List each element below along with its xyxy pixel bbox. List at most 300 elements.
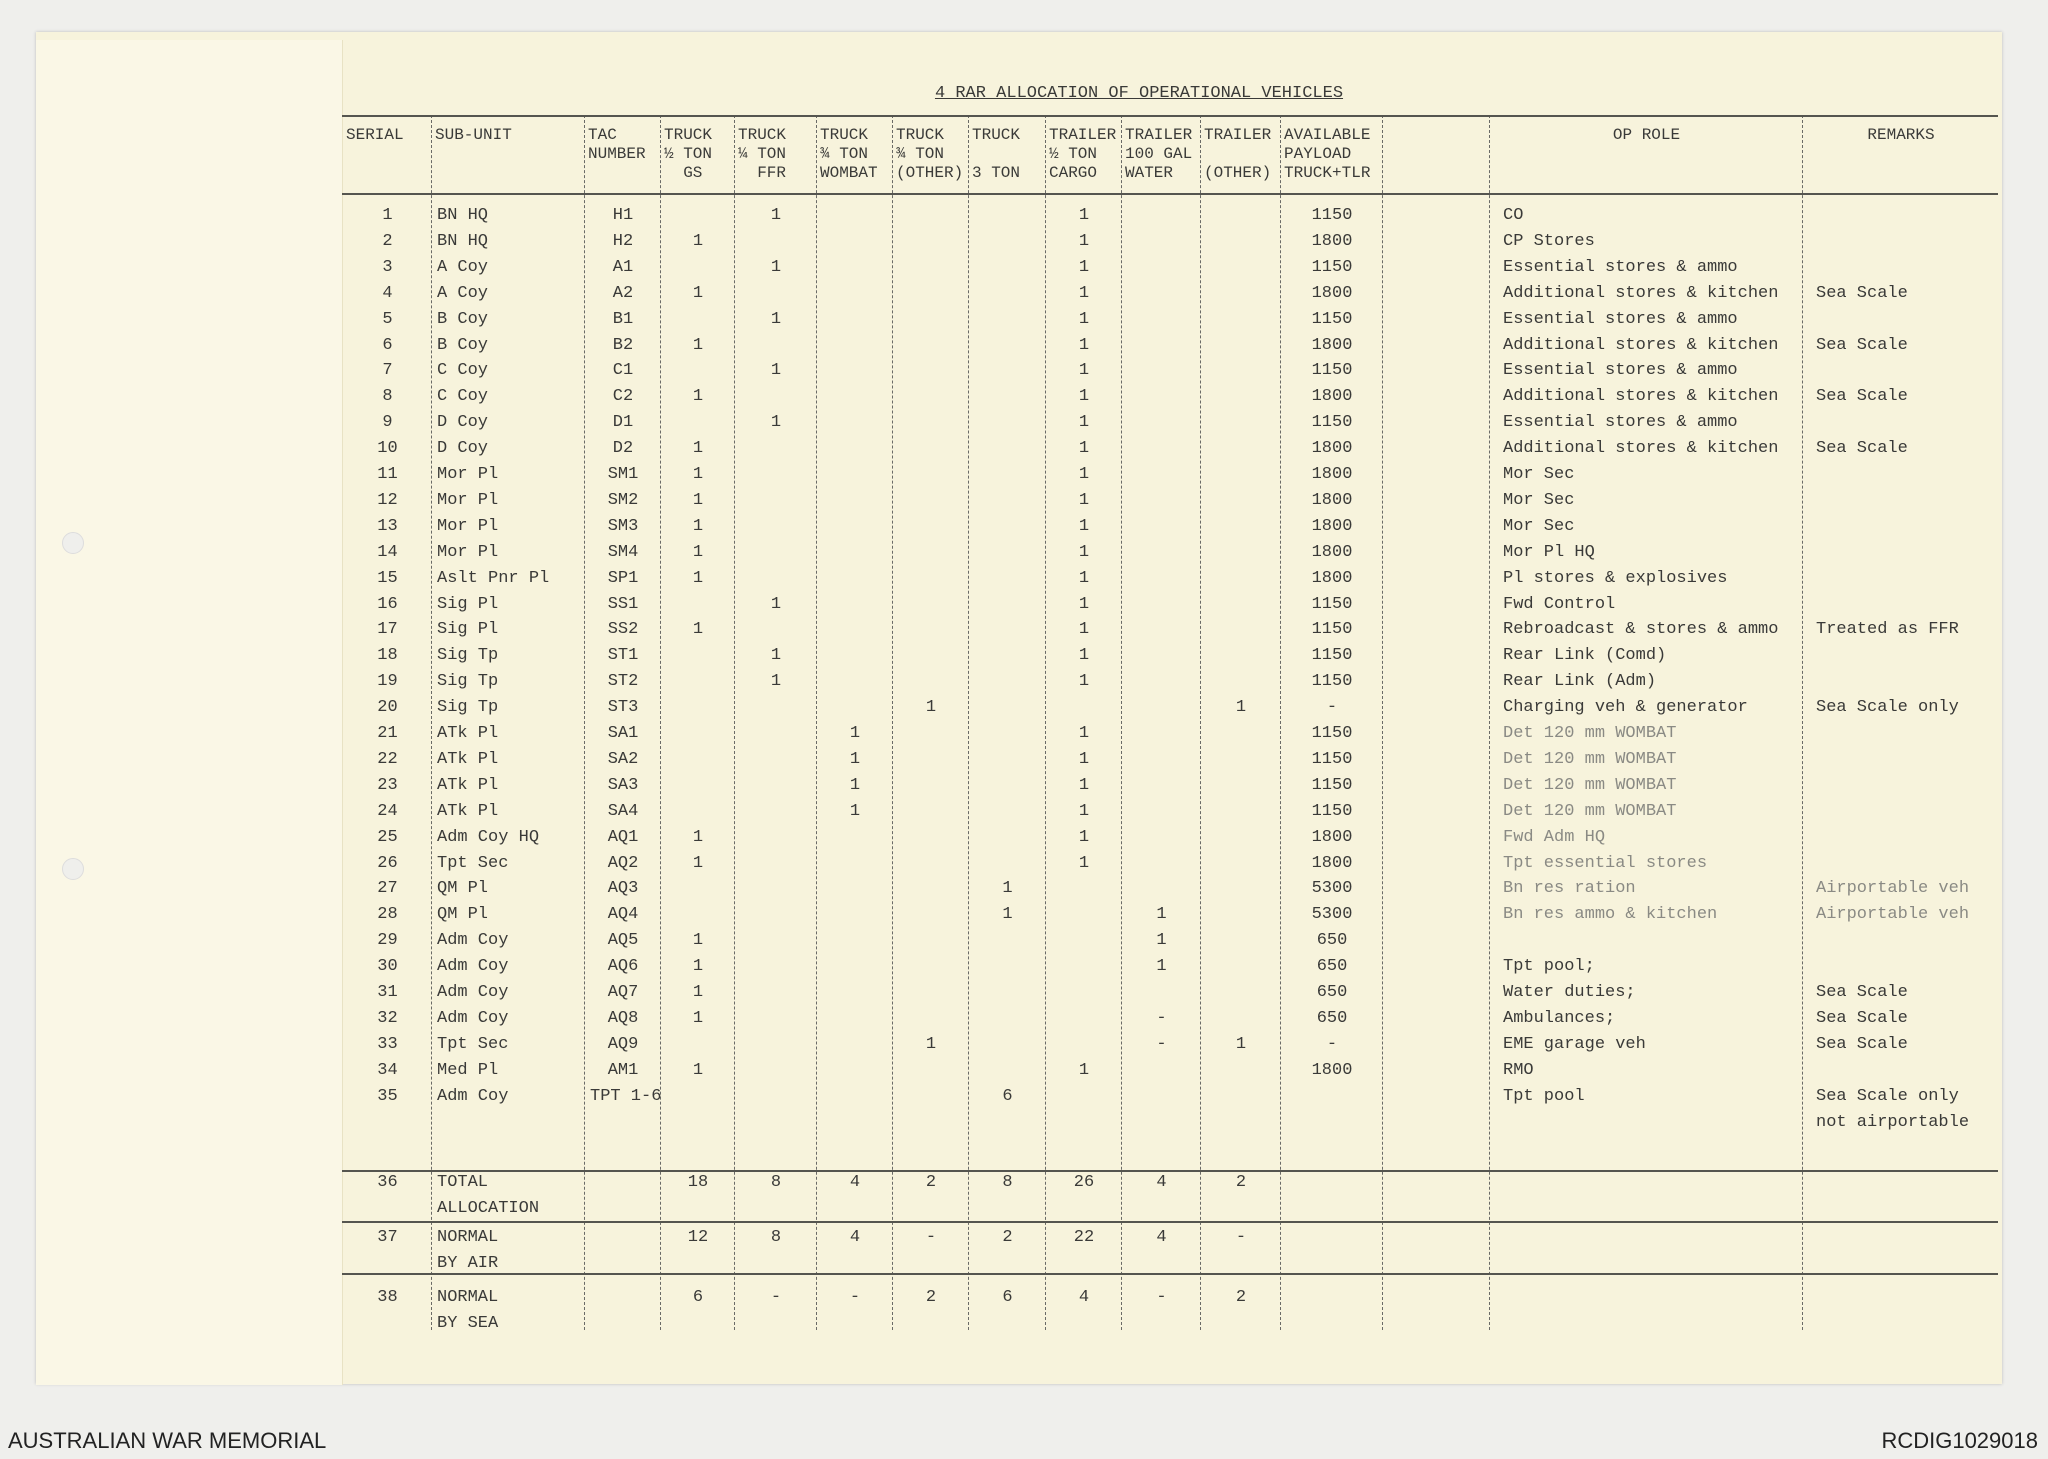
cell-payload: 1150 [1311, 257, 1353, 277]
cell-serial: 1 [382, 206, 393, 225]
cell-payload: 5300 [1311, 879, 1353, 899]
cell-truck-quarter-ffr: 1 [770, 646, 782, 666]
cell-serial: 21 [377, 724, 398, 743]
cell-serial: 38 [377, 1288, 398, 1307]
cell-op-role: EME garage veh [1503, 1034, 1646, 1054]
cell-trailer-water: 1 [1156, 931, 1167, 951]
header-truck-3ton: TRUCK 3 TON [972, 126, 1021, 182]
cell-truck-wombat: - [849, 1288, 861, 1307]
column-divider [816, 115, 817, 1330]
row-divider [342, 1273, 1998, 1275]
cell-serial: 20 [377, 698, 398, 718]
cell-truck-quarter-gs: 1 [692, 335, 704, 355]
column-divider [968, 115, 969, 1330]
cell-op-role: Essential stores & ammo [1503, 257, 1738, 277]
row-divider [342, 1221, 1998, 1223]
cell-truck-3ton: 6 [1002, 1288, 1013, 1307]
cell-tac-number: AQ2 [607, 853, 639, 873]
cell-tac-number: ST2 [607, 672, 639, 692]
cell-serial: 12 [377, 490, 398, 510]
cell-payload: - [1326, 698, 1338, 718]
cell-remarks: Airportable veh [1816, 879, 1970, 899]
cell-sub-unit: Mor Pl [437, 490, 499, 510]
cell-serial: 25 [377, 827, 398, 847]
cell-truck-wombat: 1 [849, 749, 861, 769]
header-trailer-cargo: TRAILER ½ TON CARGO [1049, 126, 1117, 182]
cell-serial: 14 [377, 542, 398, 562]
cell-serial: 10 [377, 439, 398, 459]
cell-op-role: Tpt pool [1503, 1086, 1585, 1106]
cell-serial: 35 [377, 1086, 398, 1106]
cell-serial: 8 [382, 387, 393, 407]
cell-payload: 1150 [1311, 206, 1353, 225]
cell-serial: 24 [377, 801, 398, 821]
cell-payload: 1800 [1311, 387, 1353, 407]
cell-truck-wombat: 1 [849, 801, 861, 821]
cell-truck-other: 2 [925, 1288, 937, 1307]
cell-tac-number: AQ7 [607, 983, 639, 1002]
cell-serial: 23 [377, 775, 398, 795]
cell-op-role: Ambulances; [1503, 1008, 1616, 1028]
cell-tac-number: TPT 1-6 [590, 1086, 662, 1106]
cell-tac-number: AQ5 [607, 931, 639, 951]
cell-payload: 1150 [1311, 801, 1353, 821]
cell-sub-unit: ATk Pl [437, 724, 499, 743]
cell-payload: 650 [1316, 931, 1348, 951]
cell-serial: 2 [382, 231, 393, 251]
cell-serial: 4 [382, 283, 393, 303]
cell-truck-wombat: 4 [849, 1173, 861, 1192]
document-title: 4 RAR ALLOCATION OF OPERATIONAL VEHICLES [934, 84, 1344, 103]
cell-truck-3ton: 1 [1002, 879, 1013, 899]
cell-payload: 1800 [1311, 853, 1353, 873]
cell-serial: 18 [377, 646, 398, 666]
header-truck-wombat: TRUCK ¾ TON WOMBAT [820, 126, 878, 182]
cell-serial: 16 [377, 594, 398, 614]
cell-tac-number: SM2 [607, 490, 639, 510]
cell-op-role: Det 120 mm WOMBAT [1503, 749, 1677, 769]
cell-trailer-cargo: 1 [1078, 361, 1090, 381]
cell-op-role: Det 120 mm WOMBAT [1503, 724, 1677, 743]
cell-tac-number: SA4 [607, 801, 639, 821]
cell-trailer-water: 4 [1156, 1173, 1167, 1192]
cell-sub-unit: Sig Pl [437, 594, 499, 614]
cell-trailer-cargo: 1 [1078, 672, 1090, 692]
header-op-role: OP ROLE [1612, 126, 1681, 144]
cell-op-role: Additional stores & kitchen [1503, 387, 1779, 407]
column-divider [431, 115, 432, 1330]
cell-trailer-other: 2 [1235, 1288, 1247, 1307]
cell-tac-number: A1 [612, 257, 634, 277]
cell-payload: 1800 [1311, 568, 1353, 588]
cell-payload: 1150 [1311, 646, 1353, 666]
cell-truck-wombat: 1 [849, 724, 861, 743]
cell-trailer-water: 1 [1156, 905, 1167, 925]
cell-tac-number: AQ9 [607, 1034, 639, 1054]
column-divider [734, 115, 735, 1330]
cell-serial: 17 [377, 620, 398, 640]
cell-trailer-cargo: 1 [1078, 749, 1090, 769]
cell-tac-number: SM1 [607, 465, 639, 484]
cell-serial: 3 [382, 257, 393, 277]
cell-payload: 1800 [1311, 465, 1353, 484]
cell-truck-quarter-gs: 1 [692, 231, 704, 251]
cell-sub-unit: Sig Tp [437, 698, 499, 718]
cell-tac-number: SM3 [607, 516, 639, 536]
cell-serial: 30 [377, 957, 398, 977]
cell-payload: 1150 [1311, 775, 1353, 795]
footer-image-id: RCDIG1029018 [1881, 1428, 2038, 1453]
cell-remarks: Sea Scale [1816, 1008, 1908, 1028]
cell-sub-unit: Mor Pl [437, 465, 499, 484]
cell-remarks: Sea Scale only not airportable [1816, 1086, 1970, 1132]
cell-op-role: Fwd Control [1503, 594, 1616, 614]
cell-op-role: Tpt essential stores [1503, 853, 1708, 873]
cell-truck-quarter-ffr: 8 [770, 1173, 782, 1192]
cell-op-role: CO [1503, 206, 1524, 225]
column-divider [584, 115, 585, 1330]
header-tac-number: TAC NUMBER [588, 126, 646, 163]
cell-op-role: Bn res ration [1503, 879, 1636, 899]
cell-op-role: Mor Pl HQ [1503, 542, 1595, 562]
cell-op-role: Essential stores & ammo [1503, 361, 1738, 381]
cell-payload: 1150 [1311, 309, 1353, 329]
cell-tac-number: ST1 [607, 646, 639, 666]
cell-payload: 1800 [1311, 827, 1353, 847]
cell-sub-unit: Adm Coy HQ [437, 827, 540, 847]
cell-remarks: Sea Scale [1816, 387, 1908, 407]
cell-op-role: Rear Link (Adm) [1503, 672, 1657, 692]
cell-payload: 650 [1316, 957, 1348, 977]
cell-tac-number: D1 [612, 413, 634, 433]
cell-op-role: Water duties; [1503, 983, 1636, 1002]
cell-tac-number: A2 [612, 283, 634, 303]
cell-sub-unit: C Coy [437, 387, 489, 407]
cell-op-role: Det 120 mm WOMBAT [1503, 801, 1677, 821]
cell-payload: 1800 [1311, 231, 1353, 251]
cell-truck-quarter-gs: 1 [692, 827, 704, 847]
cell-tac-number: D2 [612, 439, 634, 459]
cell-truck-quarter-ffr: 1 [770, 672, 782, 692]
cell-serial: 26 [377, 853, 398, 873]
cell-truck-quarter-gs: 1 [692, 516, 704, 536]
cell-tac-number: AQ8 [607, 1008, 639, 1028]
cell-sub-unit: ATk Pl [437, 749, 499, 769]
cell-truck-quarter-ffr: 1 [770, 257, 782, 277]
cell-truck-quarter-gs: 1 [692, 283, 704, 303]
cell-payload: 1150 [1311, 413, 1353, 433]
cell-sub-unit: B Coy [437, 309, 489, 329]
cell-truck-other: 1 [925, 1034, 937, 1054]
cell-truck-3ton: 2 [1002, 1228, 1013, 1247]
cell-tac-number: AM1 [607, 1060, 639, 1080]
cell-serial: 15 [377, 568, 398, 588]
cell-sub-unit: Adm Coy [437, 957, 509, 977]
cell-truck-other: - [925, 1228, 937, 1247]
cell-trailer-other: - [1235, 1228, 1247, 1247]
cell-payload: 1800 [1311, 542, 1353, 562]
cell-payload: 1800 [1311, 1060, 1353, 1080]
cell-truck-quarter-gs: 1 [692, 465, 704, 484]
cell-trailer-cargo: 1 [1078, 646, 1090, 666]
cell-op-role: Pl stores & explosives [1503, 568, 1728, 588]
header-sub-unit: SUB-UNIT [435, 126, 512, 144]
cell-sub-unit: Aslt Pnr Pl [437, 568, 550, 588]
cell-serial: 19 [377, 672, 398, 692]
cell-trailer-cargo: 1 [1078, 620, 1090, 640]
cell-tac-number: SS1 [607, 594, 639, 614]
folded-page-edge [36, 40, 343, 1385]
cell-truck-wombat: 4 [849, 1228, 861, 1247]
cell-sub-unit: Adm Coy [437, 931, 509, 951]
cell-remarks: Airportable veh [1816, 905, 1970, 925]
cell-sub-unit: TOTAL ALLOCATION [437, 1173, 540, 1218]
cell-sub-unit: Mor Pl [437, 516, 499, 536]
cell-truck-quarter-gs: 1 [692, 490, 704, 510]
cell-trailer-other: 1 [1235, 698, 1247, 718]
cell-sub-unit: Tpt Sec [437, 853, 509, 873]
cell-sub-unit: ATk Pl [437, 801, 499, 821]
cell-sub-unit: Sig Tp [437, 672, 499, 692]
cell-trailer-water: - [1156, 1008, 1167, 1028]
cell-tac-number: AQ6 [607, 957, 639, 977]
cell-op-role: Mor Sec [1503, 490, 1575, 510]
cell-serial: 5 [382, 309, 393, 329]
cell-tac-number: H2 [612, 231, 634, 251]
cell-serial: 31 [377, 983, 398, 1002]
cell-payload: - [1326, 1034, 1338, 1054]
cell-truck-quarter-gs: 1 [692, 1060, 704, 1080]
cell-truck-other: 2 [925, 1173, 937, 1192]
cell-sub-unit: Adm Coy [437, 1086, 509, 1106]
column-divider [1489, 115, 1490, 1330]
cell-op-role: Bn res ammo & kitchen [1503, 905, 1718, 925]
cell-op-role: Additional stores & kitchen [1503, 283, 1779, 303]
cell-trailer-cargo: 1 [1078, 568, 1090, 588]
cell-sub-unit: Tpt Sec [437, 1034, 509, 1054]
cell-trailer-cargo: 1 [1078, 853, 1090, 873]
cell-trailer-water: 1 [1156, 957, 1167, 977]
cell-payload: 1800 [1311, 516, 1353, 536]
cell-payload: 1800 [1311, 490, 1353, 510]
cell-payload: 1150 [1311, 620, 1353, 640]
cell-tac-number: SS2 [607, 620, 639, 640]
cell-tac-number: C1 [612, 361, 634, 381]
cell-trailer-cargo: 1 [1078, 594, 1090, 614]
header-truck-other: TRUCK ¾ TON (OTHER) [896, 126, 964, 182]
cell-truck-other: 1 [925, 698, 937, 718]
cell-trailer-cargo: 1 [1078, 283, 1090, 303]
footer-institution: AUSTRALIAN WAR MEMORIAL [8, 1428, 327, 1453]
cell-serial: 9 [382, 413, 393, 433]
cell-trailer-cargo: 1 [1078, 724, 1090, 743]
cell-op-role: CP Stores [1503, 231, 1595, 251]
cell-tac-number: ST3 [607, 698, 639, 718]
cell-sub-unit: Sig Pl [437, 620, 499, 640]
cell-sub-unit: A Coy [437, 283, 489, 303]
cell-sub-unit: C Coy [437, 361, 489, 381]
cell-trailer-cargo: 1 [1078, 206, 1090, 225]
cell-trailer-cargo: 1 [1078, 335, 1090, 355]
cell-op-role: Tpt pool; [1503, 957, 1595, 977]
cell-truck-quarter-gs: 1 [692, 568, 704, 588]
cell-truck-quarter-ffr: 8 [770, 1228, 782, 1247]
cell-trailer-water: - [1156, 1034, 1167, 1054]
column-divider [1382, 115, 1383, 1330]
cell-serial: 29 [377, 931, 398, 951]
cell-sub-unit: QM Pl [437, 905, 489, 925]
cell-serial: 6 [382, 335, 393, 355]
cell-op-role: Charging veh & generator [1503, 698, 1748, 718]
cell-trailer-cargo: 1 [1078, 1060, 1090, 1080]
cell-truck-3ton: 6 [1002, 1086, 1013, 1106]
cell-tac-number: SA3 [607, 775, 639, 795]
header-truck-quarter-gs: TRUCK ½ TON GS [664, 126, 713, 182]
cell-sub-unit: BN HQ [437, 231, 489, 251]
cell-remarks: Treated as FFR [1816, 620, 1959, 640]
cell-tac-number: B1 [612, 309, 634, 329]
cell-serial: 33 [377, 1034, 398, 1054]
column-divider [660, 115, 661, 1330]
cell-truck-quarter-gs: 1 [692, 853, 704, 873]
header-remarks: REMARKS [1867, 126, 1935, 144]
cell-tac-number: B2 [612, 335, 634, 355]
cell-serial: 11 [377, 465, 398, 484]
header-truck-quarter-ffr: TRUCK ¼ TON FFR [738, 126, 787, 182]
cell-payload: 650 [1316, 1008, 1348, 1028]
cell-sub-unit: ATk Pl [437, 775, 499, 795]
cell-truck-3ton: 1 [1002, 905, 1013, 925]
cell-truck-quarter-gs: 1 [692, 1008, 704, 1028]
cell-serial: 22 [377, 749, 398, 769]
row-divider [342, 115, 1998, 117]
cell-serial: 32 [377, 1008, 398, 1028]
cell-truck-quarter-ffr: 1 [770, 361, 782, 381]
cell-op-role: Rear Link (Comd) [1503, 646, 1667, 666]
cell-tac-number: SP1 [607, 568, 639, 588]
cell-serial: 34 [377, 1060, 398, 1080]
cell-sub-unit: QM Pl [437, 879, 489, 899]
cell-sub-unit: Mor Pl [437, 542, 499, 562]
cell-truck-quarter-ffr: 1 [770, 309, 782, 329]
cell-payload: 1150 [1311, 724, 1353, 743]
cell-remarks: Sea Scale [1816, 983, 1908, 1002]
header-serial: SERIAL [346, 126, 404, 144]
column-divider [892, 115, 893, 1330]
cell-truck-quarter-ffr: 1 [770, 206, 782, 225]
cell-sub-unit: Adm Coy [437, 983, 509, 1002]
cell-trailer-cargo: 1 [1078, 257, 1090, 277]
cell-sub-unit: Sig Tp [437, 646, 499, 666]
cell-sub-unit: Med Pl [437, 1060, 499, 1080]
cell-op-role: Additional stores & kitchen [1503, 439, 1779, 459]
punch-hole [62, 532, 84, 554]
cell-trailer-cargo: 1 [1078, 516, 1090, 536]
cell-tac-number: SA1 [607, 724, 639, 743]
cell-trailer-cargo: 1 [1078, 309, 1090, 329]
cell-op-role: Additional stores & kitchen [1503, 335, 1779, 355]
cell-tac-number: SA2 [607, 749, 639, 769]
cell-truck-quarter-ffr: 1 [770, 413, 782, 433]
cell-payload: 1150 [1311, 594, 1353, 614]
cell-truck-quarter-ffr: 1 [770, 594, 782, 614]
cell-truck-quarter-gs: 12 [687, 1228, 709, 1247]
cell-trailer-cargo: 1 [1078, 465, 1090, 484]
cell-remarks: Sea Scale [1816, 1034, 1908, 1054]
cell-serial: 28 [377, 905, 398, 925]
cell-tac-number: H1 [612, 206, 634, 225]
cell-payload: 650 [1316, 983, 1348, 1002]
cell-truck-quarter-gs: 1 [692, 542, 704, 562]
cell-trailer-cargo: 1 [1078, 775, 1090, 795]
cell-trailer-other: 2 [1235, 1173, 1247, 1192]
cell-trailer-cargo: 1 [1078, 413, 1090, 433]
cell-serial: 27 [377, 879, 398, 899]
cell-truck-quarter-gs: 1 [692, 957, 704, 977]
cell-sub-unit: D Coy [437, 439, 489, 459]
header-payload: AVAILABLE PAYLOAD TRUCK+TLR [1284, 126, 1371, 182]
cell-truck-3ton: 8 [1002, 1173, 1013, 1192]
cell-payload: 1150 [1311, 361, 1353, 381]
cell-truck-quarter-gs: 18 [687, 1173, 709, 1192]
header-trailer-water: TRAILER 100 GAL WATER [1125, 126, 1193, 182]
cell-payload: 1150 [1311, 672, 1353, 692]
cell-sub-unit: A Coy [437, 257, 489, 277]
cell-truck-quarter-gs: 1 [692, 439, 704, 459]
cell-op-role: Mor Sec [1503, 516, 1575, 536]
cell-op-role: Fwd Adm HQ [1503, 827, 1606, 847]
cell-payload: 5300 [1311, 905, 1353, 925]
cell-truck-quarter-gs: 1 [692, 387, 704, 407]
cell-payload: 1800 [1311, 335, 1353, 355]
cell-tac-number: C2 [612, 387, 634, 407]
cell-serial: 37 [377, 1228, 398, 1247]
cell-tac-number: AQ4 [607, 905, 639, 925]
cell-payload: 1800 [1311, 439, 1353, 459]
cell-trailer-cargo: 26 [1073, 1173, 1095, 1192]
cell-trailer-cargo: 1 [1078, 827, 1090, 847]
punch-hole [62, 858, 84, 880]
column-divider [1802, 115, 1803, 1330]
cell-op-role: Rebroadcast & stores & ammo [1503, 620, 1779, 640]
cell-remarks: Sea Scale [1816, 335, 1908, 355]
cell-trailer-other: 1 [1235, 1034, 1247, 1054]
cell-trailer-cargo: 1 [1078, 231, 1090, 251]
cell-tac-number: AQ1 [607, 827, 639, 847]
cell-serial: 7 [382, 361, 393, 381]
cell-tac-number: SM4 [607, 542, 639, 562]
cell-truck-quarter-ffr: - [770, 1288, 782, 1307]
cell-trailer-water: - [1156, 1288, 1167, 1307]
cell-serial: 36 [377, 1173, 398, 1192]
cell-op-role: Mor Sec [1503, 465, 1575, 484]
cell-trailer-cargo: 1 [1078, 439, 1090, 459]
cell-sub-unit: Adm Coy [437, 1008, 509, 1028]
cell-remarks: Sea Scale [1816, 283, 1908, 303]
cell-sub-unit: D Coy [437, 413, 489, 433]
column-divider [1045, 115, 1046, 1330]
cell-payload: 1800 [1311, 283, 1353, 303]
cell-tac-number: AQ3 [607, 879, 639, 899]
cell-remarks: Sea Scale [1816, 439, 1908, 459]
cell-truck-quarter-gs: 1 [692, 983, 704, 1002]
cell-trailer-cargo: 1 [1078, 542, 1090, 562]
cell-remarks: Sea Scale only [1816, 698, 1959, 718]
cell-trailer-cargo: 4 [1078, 1288, 1090, 1307]
cell-truck-wombat: 1 [849, 775, 861, 795]
cell-trailer-water: 4 [1156, 1228, 1167, 1247]
cell-op-role: RMO [1503, 1060, 1534, 1080]
